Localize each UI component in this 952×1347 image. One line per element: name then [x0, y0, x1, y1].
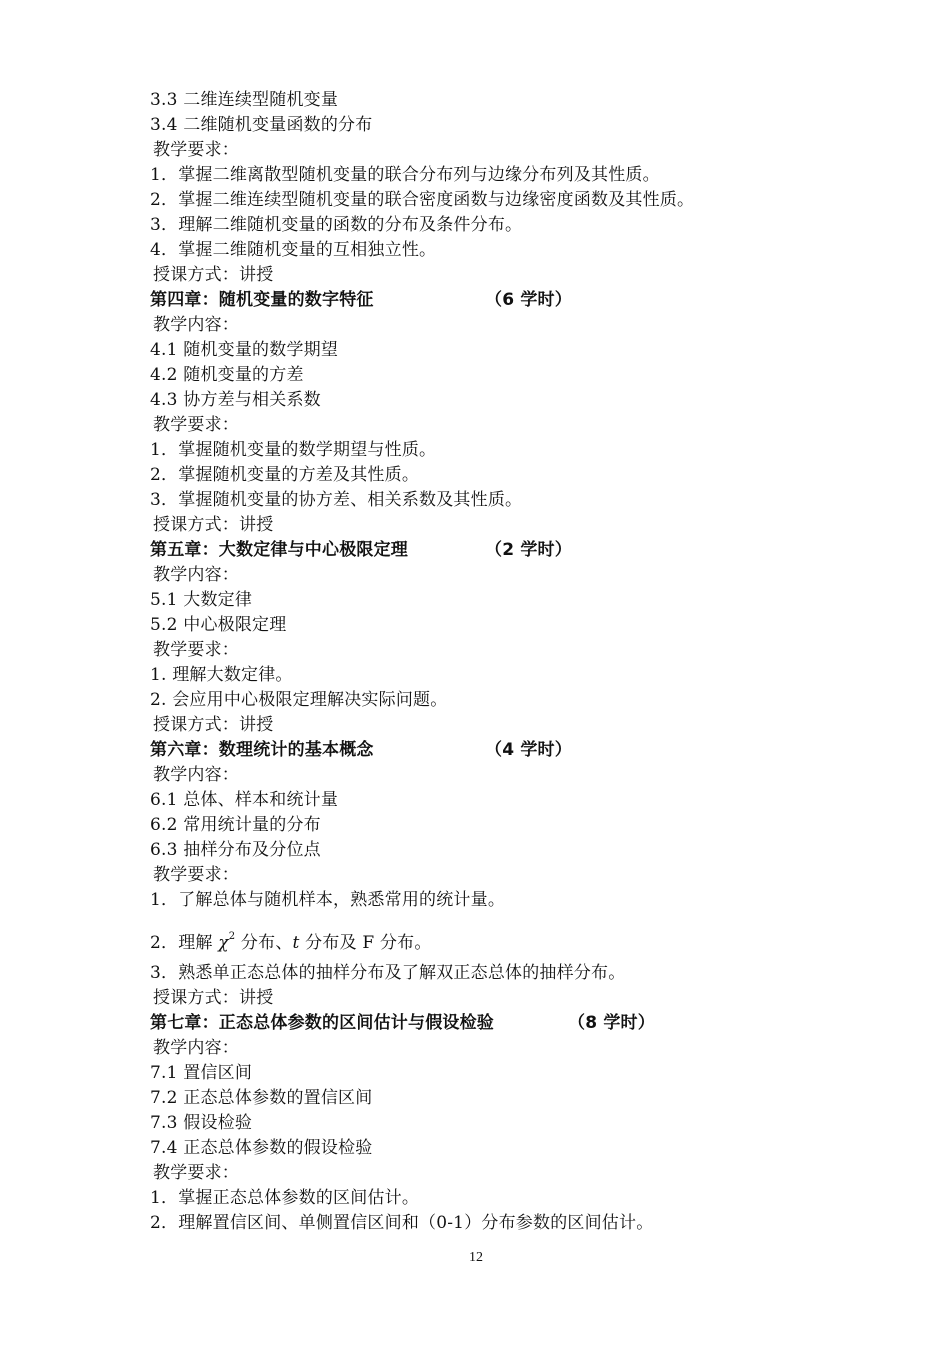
- chapter-hours: （6 学时）: [485, 290, 572, 310]
- requirement-item: 1．掌握随机变量的数学期望与性质。: [150, 440, 437, 460]
- teaching-method: 授课方式：讲授: [153, 715, 274, 735]
- chapter-title: 第七章：正态总体参数的区间估计与假设检验: [150, 1013, 494, 1033]
- section-item: 6.3 抽样分布及分位点: [150, 840, 321, 860]
- section-item: 4.2 随机变量的方差: [150, 365, 304, 385]
- requirement-item: 2．理解置信区间、单侧置信区间和（0-1）分布参数的区间估计。: [150, 1213, 654, 1233]
- requirement-item: 3．掌握随机变量的协方差、相关系数及其性质。: [150, 490, 523, 510]
- requirement-item: 1．掌握正态总体参数的区间估计。: [150, 1188, 420, 1208]
- subheading: 教学要求：: [153, 865, 239, 885]
- section-item: 5.2 中心极限定理: [150, 615, 287, 635]
- chapter-hours: （2 学时）: [485, 540, 572, 560]
- section-item: 6.1 总体、样本和统计量: [150, 790, 339, 810]
- section-item: 4.3 协方差与相关系数: [150, 390, 321, 410]
- subheading: 教学内容：: [153, 765, 239, 785]
- formula-prefix: 2．理解: [150, 933, 219, 953]
- section-item: 6.2 常用统计量的分布: [150, 815, 321, 835]
- requirement-item: 4．掌握二维随机变量的互相独立性。: [150, 240, 437, 260]
- subheading: 教学内容：: [153, 1038, 239, 1058]
- requirement-item: 2．掌握二维连续型随机变量的联合密度函数与边缘密度函数及其性质。: [150, 190, 695, 210]
- chapter-title: 第四章：随机变量的数字特征: [150, 290, 374, 310]
- t-symbol: t: [292, 933, 300, 953]
- formula-mid: 分布、: [235, 933, 293, 953]
- chapter-title: 第六章：数理统计的基本概念: [150, 740, 374, 760]
- chapter-hours: （8 学时）: [568, 1013, 655, 1033]
- page-number: 12: [469, 1250, 483, 1265]
- formula-end: 分布及 F 分布。: [299, 933, 432, 953]
- teaching-method: 授课方式：讲授: [153, 515, 274, 535]
- section-item: 7.1 置信区间: [150, 1063, 253, 1083]
- chi-symbol: χ: [218, 933, 229, 953]
- section-item: 7.2 正态总体参数的置信区间: [150, 1088, 373, 1108]
- teaching-method: 授课方式：讲授: [153, 265, 274, 285]
- section-item: 3.3 二维连续型随机变量: [150, 90, 339, 110]
- teaching-method: 授课方式：讲授: [153, 988, 274, 1008]
- section-item: 5.1 大数定律: [150, 590, 253, 610]
- chapter-heading: [150, 538, 870, 563]
- chapter-hours: （4 学时）: [485, 740, 572, 760]
- page-body: [150, 88, 870, 1236]
- chi-exponent: 2: [228, 931, 236, 942]
- subheading: 教学内容：: [153, 565, 239, 585]
- requirement-item: 2．掌握随机变量的方差及其性质。: [150, 465, 420, 485]
- section-item: 4.1 随机变量的数学期望: [150, 340, 339, 360]
- chapter-heading: [150, 1011, 870, 1036]
- requirement-item: 1．了解总体与随机样本，熟悉常用的统计量。: [150, 890, 506, 910]
- requirement-item: 3．熟悉单正态总体的抽样分布及了解双正态总体的抽样分布。: [150, 963, 626, 983]
- subheading: 教学要求：: [153, 415, 239, 435]
- section-item: 3.4 二维随机变量函数的分布: [150, 115, 373, 135]
- chapter-heading: [150, 738, 870, 763]
- section-item: 7.3 假设检验: [150, 1113, 253, 1133]
- requirement-item: 1. 理解大数定律。: [150, 665, 293, 685]
- requirement-item: 2. 会应用中心极限定理解决实际问题。: [150, 690, 448, 710]
- subheading: 教学内容：: [153, 315, 239, 335]
- subheading: 教学要求：: [153, 1163, 239, 1183]
- chapter-heading: [150, 288, 870, 313]
- requirement-item: 1．掌握二维离散型随机变量的联合分布列与边缘分布列及其性质。: [150, 165, 660, 185]
- chapter-title: 第五章：大数定律与中心极限定理: [150, 540, 408, 560]
- subheading: 教学要求：: [153, 140, 239, 160]
- requirement-item-formula: [150, 913, 870, 961]
- subheading: 教学要求：: [153, 640, 239, 660]
- requirement-item: 3．理解二维随机变量的函数的分布及条件分布。: [150, 215, 523, 235]
- section-item: 7.4 正态总体参数的假设检验: [150, 1138, 373, 1158]
